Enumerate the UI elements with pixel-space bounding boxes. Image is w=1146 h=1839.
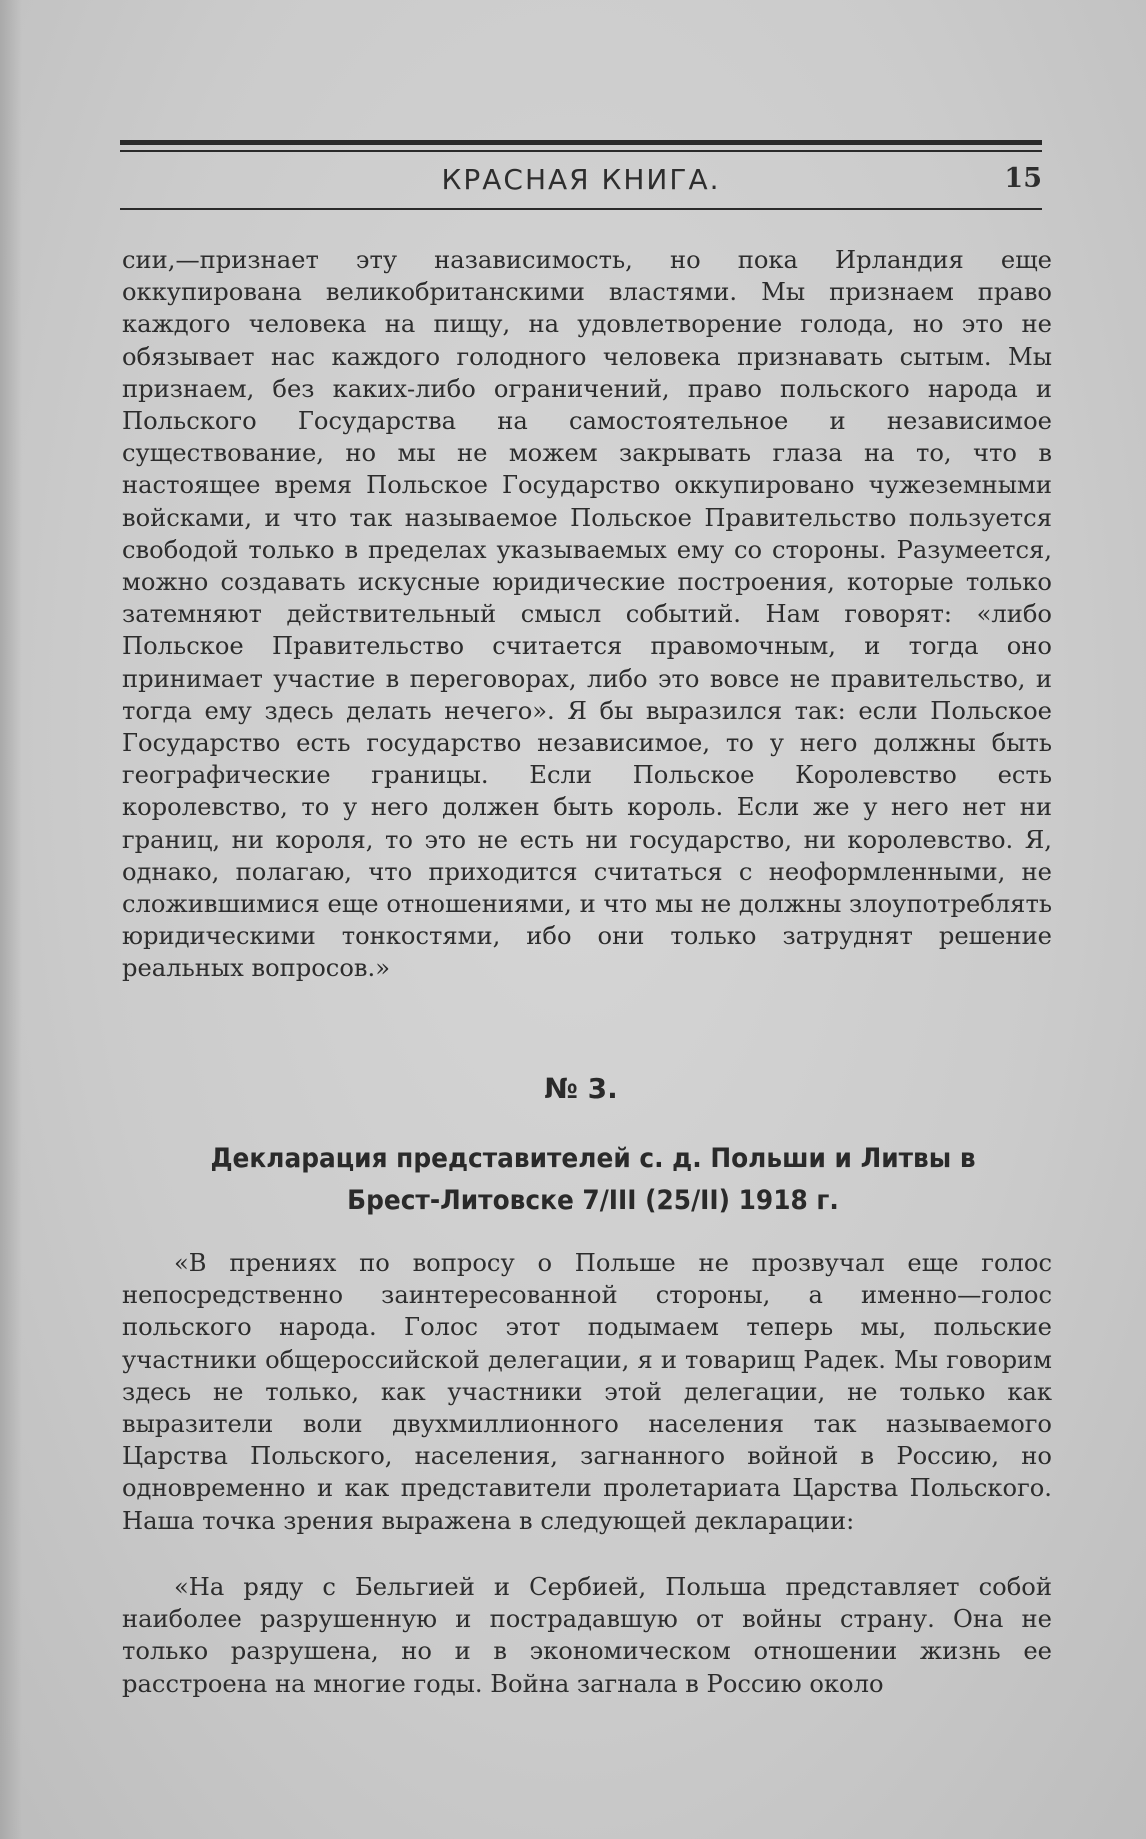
document-number: № 3. — [544, 1072, 618, 1105]
body-paragraph-1: сии,—признает эту назависимость, но пока Ирландия еще оккупирована великобританскими властями. Мы признаем право каждого человека на пищу, на удовлетворение голода, но это не обязывает нас каждого голодного человека признавать сытым. Мы признаем, без каких-либо ограничений, право польского народа и Польского Государства на самостоятельное и независимое существование, но мы не можем закрывать глаза на то, что в настоящее время Польское Государство оккупировано чужеземными войсками, и что так называемое Польское Правительство пользуется свободой только в пределах указываемых ему со стороны. Разумеется, можно создавать искусные юридические построения, которые только затемняют действительный смысл событий. Нам говорят: «либо Польское Правительство считается правомочным, и тогда оно принимает участие в переговорах, либо это вовсе не правительство, и тогда ему здесь делать нечего». Я бы выразился так: если Польское Государство есть государство независимое, то у него должны быть географические границы. Если Польское Королевство есть королевство, то у него должен быть король. Если же у него нет ни границ, ни короля, то это не есть ни государство, ни королевство. Я, однако, полагаю, что приходится считаться с неоформленными, не сложившимися еще отношениями, и что мы не должны злоупотреблять юридическими тонкостями, ибо они только затруднят решение реальных вопросов.» — [122, 246, 1052, 983]
header-rule-thick — [120, 140, 1042, 145]
header-rule-thin — [120, 150, 1042, 152]
page-binding-shadow — [0, 0, 22, 1839]
body-paragraph-2: «В прениях по вопросу о Польше не прозвучал еще голос непосредственно заинтересованной стороны, а именно—голос польского народа. Голос этот подымаем теперь мы, польские участники общероссийской делегации, я и товарищ Радек. Мы говорим здесь не только, как участники этой делегации, не только как выразители воли двухмиллионного населения так называемого Царства Польского, населения, загнанного войной в Россию, но одновременно и как представители пролетариата Царства Польского. Наша точка зрения выражена в следующей декларации: — [122, 1249, 1052, 1535]
running-title: КРАСНАЯ КНИГА. — [441, 163, 721, 196]
document-title: Декларация представителей с. д. Польши и Литвы в Брест-Литовске 7/III (25/II) 1918 г. — [210, 1143, 976, 1216]
header-rule-under — [120, 208, 1042, 210]
page-number: 15 — [1004, 163, 1042, 194]
body-paragraph-3: «На ряду с Бельгией и Сербией, Польша представляет собой наиболее разрушенную и пострадавшую от войны страну. Она не только разрушена, но и в экономическом отношении жизнь ее расстроена на многие годы. Война загнала в Россию около — [122, 1573, 1052, 1698]
